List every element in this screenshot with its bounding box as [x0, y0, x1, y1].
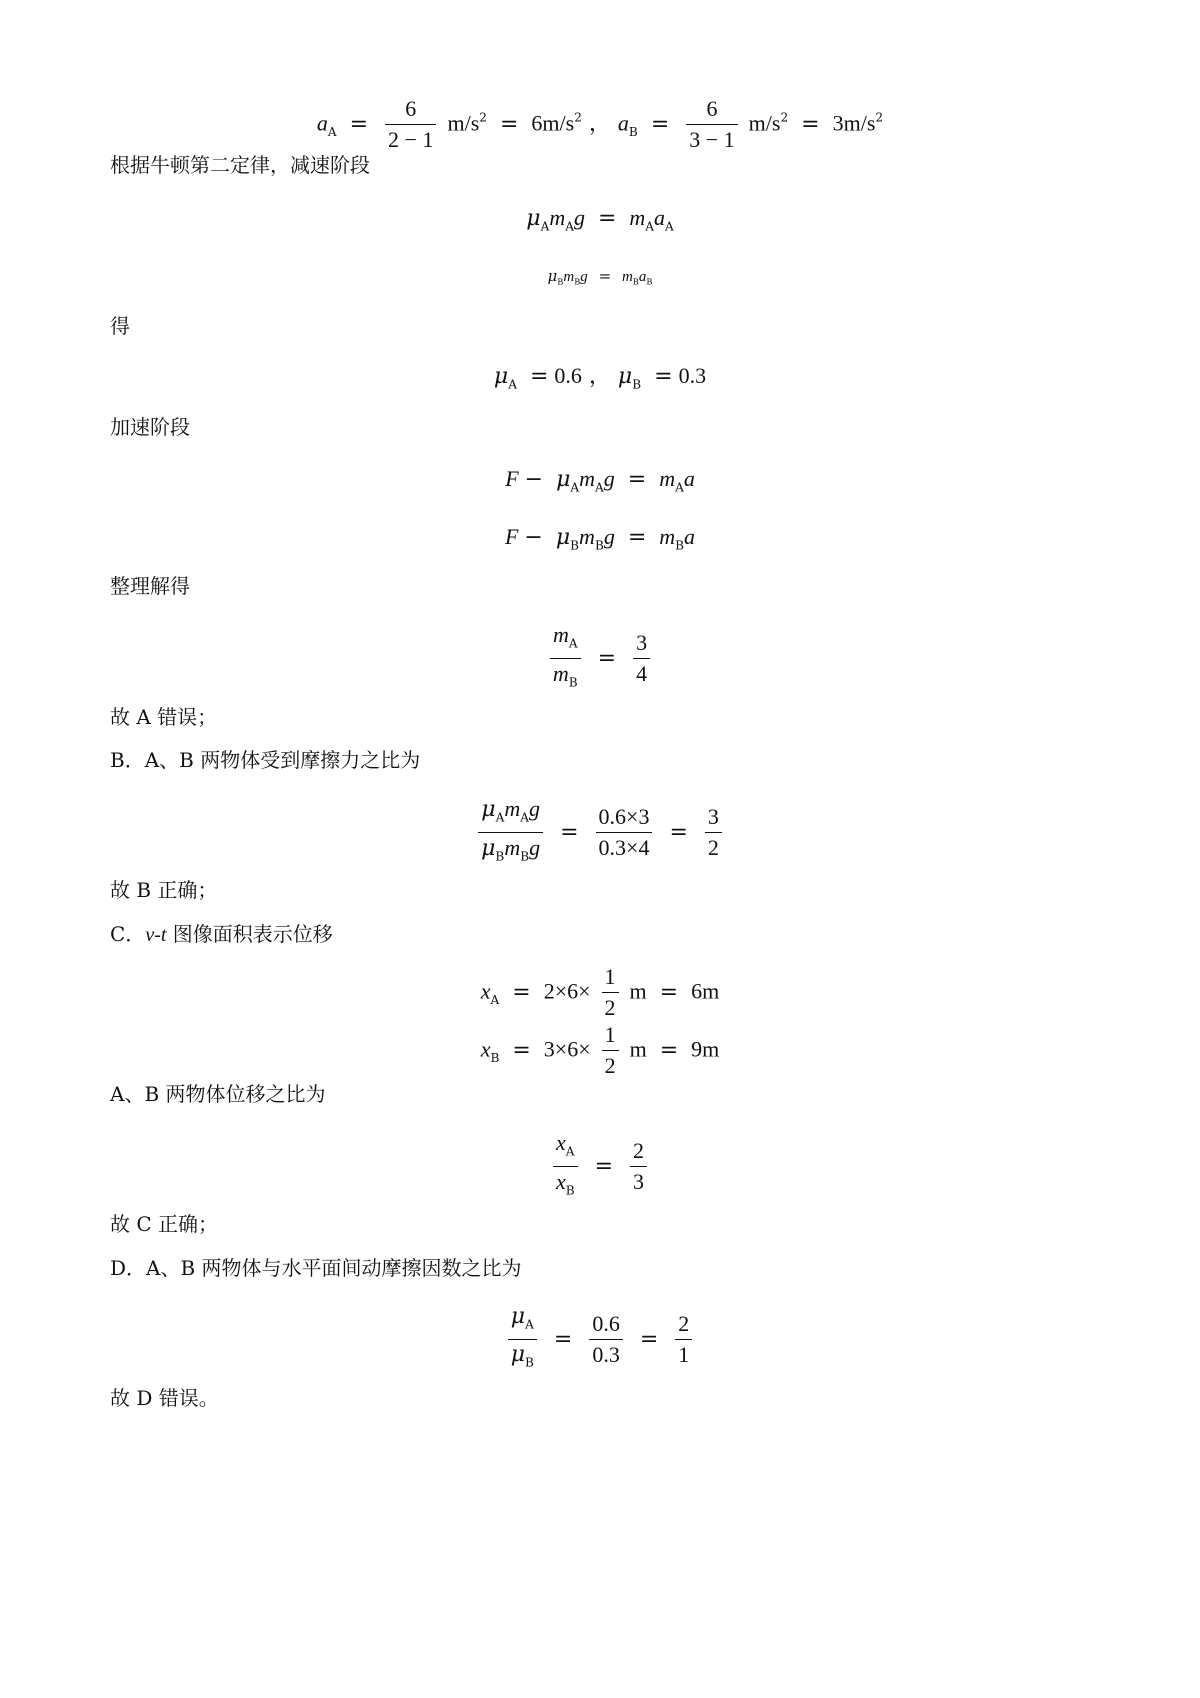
text-solve: 整理解得 — [110, 574, 190, 598]
text-d-wrong: 故 D 错误。 — [110, 1386, 219, 1410]
text-accel-stage: 加速阶段 — [110, 415, 190, 439]
text-option-d: D．A、B 两物体与水平面间动摩擦因数之比为 — [110, 1256, 522, 1280]
text-c-correct: 故 C 正确； — [110, 1212, 219, 1236]
equation-decel-b: $\mu_Bm_Bg = m_Ba_B$ — [547, 267, 653, 287]
text-a-wrong: 故 A 错误； — [110, 705, 218, 729]
equation-mu-ratio: $\frac{\mu_A}{\mu_B}$ = $\frac{0.6}{0.3}$ = $\frac{2}{1}$ — [0, 1302, 1200, 1378]
equation-xa: $x_A = 2\times 6\times$ $\frac{1}{2}$ m = 6m — [480, 964, 720, 1020]
equation-mass-ratio: $\frac{m_A}{m_B}$ = $\frac{3}{4}$ — [0, 620, 1200, 698]
text-option-c: C．v-t 图像面积表示位移 — [110, 922, 333, 946]
equation-xb: $x_B = 3\times 6\times$ $\frac{1}{2}$ m = 9m — [480, 1022, 720, 1078]
equation-accelerations: $a_A$ = $\frac{6}{2 - 1}$ $m/s^2 = 6m/s^2$ ， $a_B$ = $\frac{6}{3 - 1}$ $m/s^2 = 3m/s^2$ — [316, 96, 884, 152]
equation-x-ratio: $\frac{x_A}{x_B}$ = $\frac{2}{3}$ — [0, 1128, 1200, 1206]
text-b-correct: 故 B 正确； — [110, 878, 218, 902]
equation-mu-values: $\mu_A = 0.6$ ， $\mu_B = 0.3$ — [493, 363, 707, 392]
equation-accel-b: $F - \mu_Bm_Bg = m_Ba$ — [504, 524, 696, 553]
equation-accel-a: $F - \mu_Am_Ag = m_Aa$ — [505, 466, 695, 495]
text-displacement-ratio: A、B 两物体位移之比为 — [110, 1082, 326, 1106]
text-de: 得 — [110, 314, 130, 338]
equation-decel-a: $\mu_Am_Ag = m_Aa_A$ — [526, 205, 674, 234]
text-newton-law: 根据牛顿第二定律，减速阶段 — [110, 153, 370, 177]
text-option-b: B．A、B 两物体受到摩擦力之比为 — [110, 748, 421, 772]
equation-friction-ratio: $\frac{\mu_Am_Ag}{\mu_Bm_Bg}$ = $\frac{0.6\times 3}{0.3\times 4}$ = $\frac{3}{2}$ — [0, 794, 1200, 872]
